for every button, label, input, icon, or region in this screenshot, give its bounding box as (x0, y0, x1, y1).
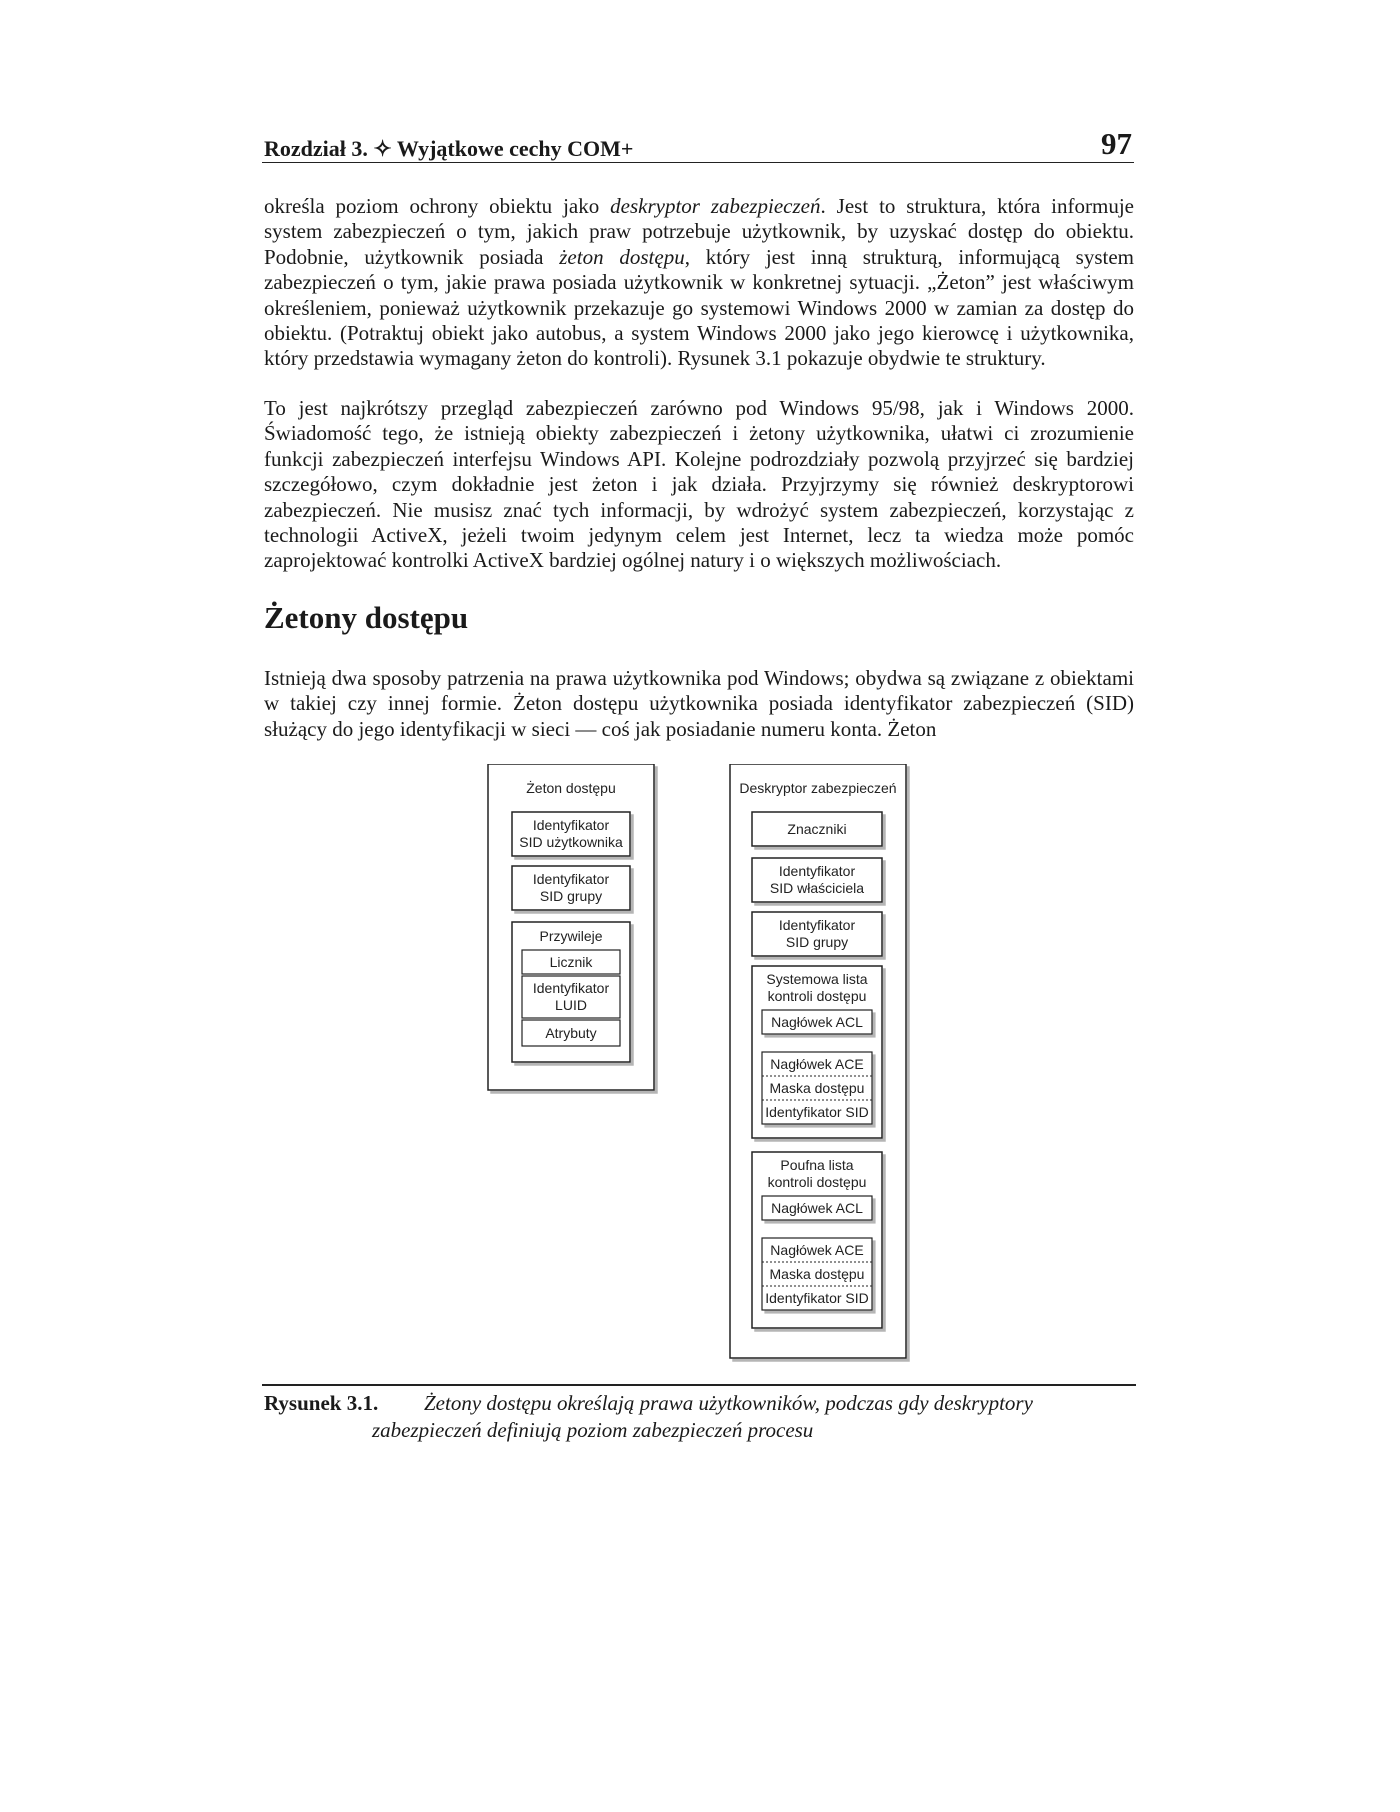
dacl-access-mask-label: Maska dostępu (769, 1266, 865, 1282)
sacl-acl-header-label: Nagłówek ACL (771, 1014, 863, 1030)
section-heading: Żetony dostępu (264, 600, 469, 635)
term-access-token: żeton dostępu (559, 244, 685, 269)
caption-label: Rysunek 3.1. (264, 1391, 379, 1415)
group-sid-label-2: SID grupy (539, 888, 603, 904)
flags-label: Znaczniki (787, 821, 847, 837)
paragraph-overview: To jest najkrótszy przegląd zabezpieczeń zarówno pod Windows 95/98, jak i Windows 2000. Świadomość tego, że istnieją obiekty zabezpieczeń i żetony użytkownika, ułatwi ci zrozumienie funkcji zabezpieczeń interfejsu Windows API. Kolejne podrozdziały pozwolą przyjrzeć się bardziej szczegółowo, czym dokładnie jest żeton i jak działa. Przyjrzymy się również deskryptorowi zabezpieczeń. Nie musisz znać tych informacji, by wdrożyć system zabezpieczeń, korzystając z technologii ActiveX, jeżeli twoim jedynym celem jest Internet, lecz ta wiedza może pomóc zaprojektować kontrolki ActiveX bardziej ogólnej natury i o większych możliwościach. (264, 396, 1134, 573)
attributes-label: Atrybuty (545, 1025, 597, 1041)
descriptor-group-sid-label-2: SID grupy (785, 934, 849, 950)
caption-line-2: zabezpieczeń definiują poziom zabezpieczeń procesu (372, 1418, 814, 1442)
group-sid-label-1: Identyfikator (532, 871, 610, 887)
luid-label-2: LUID (555, 997, 587, 1013)
dacl-acl-header-label: Nagłówek ACL (771, 1200, 863, 1216)
user-sid-label-1: Identyfikator (532, 817, 610, 833)
caption-line-1: Żetony dostępu określają prawa użytkowników, podczas gdy deskryptory (424, 1391, 1033, 1415)
sacl-title-1: Systemowa lista (766, 971, 868, 987)
dacl-title-1: Poufna lista (780, 1157, 854, 1173)
security-descriptor-panel (730, 764, 906, 1358)
access-token-panel (488, 764, 654, 1090)
access-token-title: Żeton dostępu (526, 780, 616, 796)
security-descriptor-title: Deskryptor zabezpieczeń (739, 780, 897, 796)
paragraph-text: . Jest to struktura, która informuje system zabezpieczeń o tym, jakich praw potrzebuje użytkownik, by uzyskać dostęp do obiektu. Podobnie, użytkownik posiada (264, 194, 1134, 269)
descriptor-group-sid-label-1: Identyfikator (778, 917, 856, 933)
dacl-title-2: kontroli dostępu (767, 1174, 867, 1190)
owner-sid-label-1: Identyfikator (778, 863, 856, 879)
paragraph-text: określa poziom ochrony obiektu jako (264, 194, 611, 218)
chapter-title: Rozdział 3. ✧ Wyjątkowe cechy COM+ (264, 136, 634, 161)
page-number: 97 (1101, 126, 1132, 161)
user-sid-label-2: SID użytkownika (519, 834, 623, 850)
caption-divider (262, 1384, 1136, 1386)
sacl-ace-header-label: Nagłówek ACE (770, 1056, 864, 1072)
running-header (262, 124, 1134, 163)
dacl-ace-header-label: Nagłówek ACE (770, 1242, 864, 1258)
term-security-descriptor: deskryptor zabezpieczeń (610, 194, 821, 218)
caption-text (372, 1390, 1124, 1444)
dacl-sid-label: Identyfikator SID (765, 1290, 869, 1306)
figure-diagram (486, 764, 926, 1374)
sacl-sid-label: Identyfikator SID (765, 1104, 869, 1120)
sacl-title-2: kontroli dostępu (767, 988, 867, 1004)
sacl-access-mask-label: Maska dostępu (769, 1080, 865, 1096)
paragraph-access-tokens: Istnieją dwa sposoby patrzenia na prawa użytkownika pod Windows; obydwa są związane z obiektami w takiej czy innej formie. Żeton dostępu użytkownika posiada identyfikator zabezpieczeń (SID) służący do jego identyfikacji w sieci — coś jak posiadanie numeru konta. Żeton (264, 666, 1134, 741)
counter-label: Licznik (549, 954, 593, 970)
privileges-title: Przywileje (539, 928, 603, 944)
paragraph-intro (264, 194, 1134, 372)
paragraph-text: , który jest inną strukturą, informującą system zabezpieczeń o tym, jakie prawa posiada użytkownik w konkretnej sytuacji. „Żeton” jest właściwym określeniem, ponieważ użytkownik przekazuje go systemowi Windows 2000 w zamian za dostęp do obiektu. (Potraktuj obiekt jako autobus, a system Windows 2000 jako jego kierowcę i użytkownika, który przedstawia wymagany żeton do kontroli). Rysunek 3.1 pokazuje obydwie te struktury. (264, 244, 1134, 371)
luid-label-1: Identyfikator (532, 980, 610, 996)
owner-sid-label-2: SID właściciela (769, 880, 865, 896)
